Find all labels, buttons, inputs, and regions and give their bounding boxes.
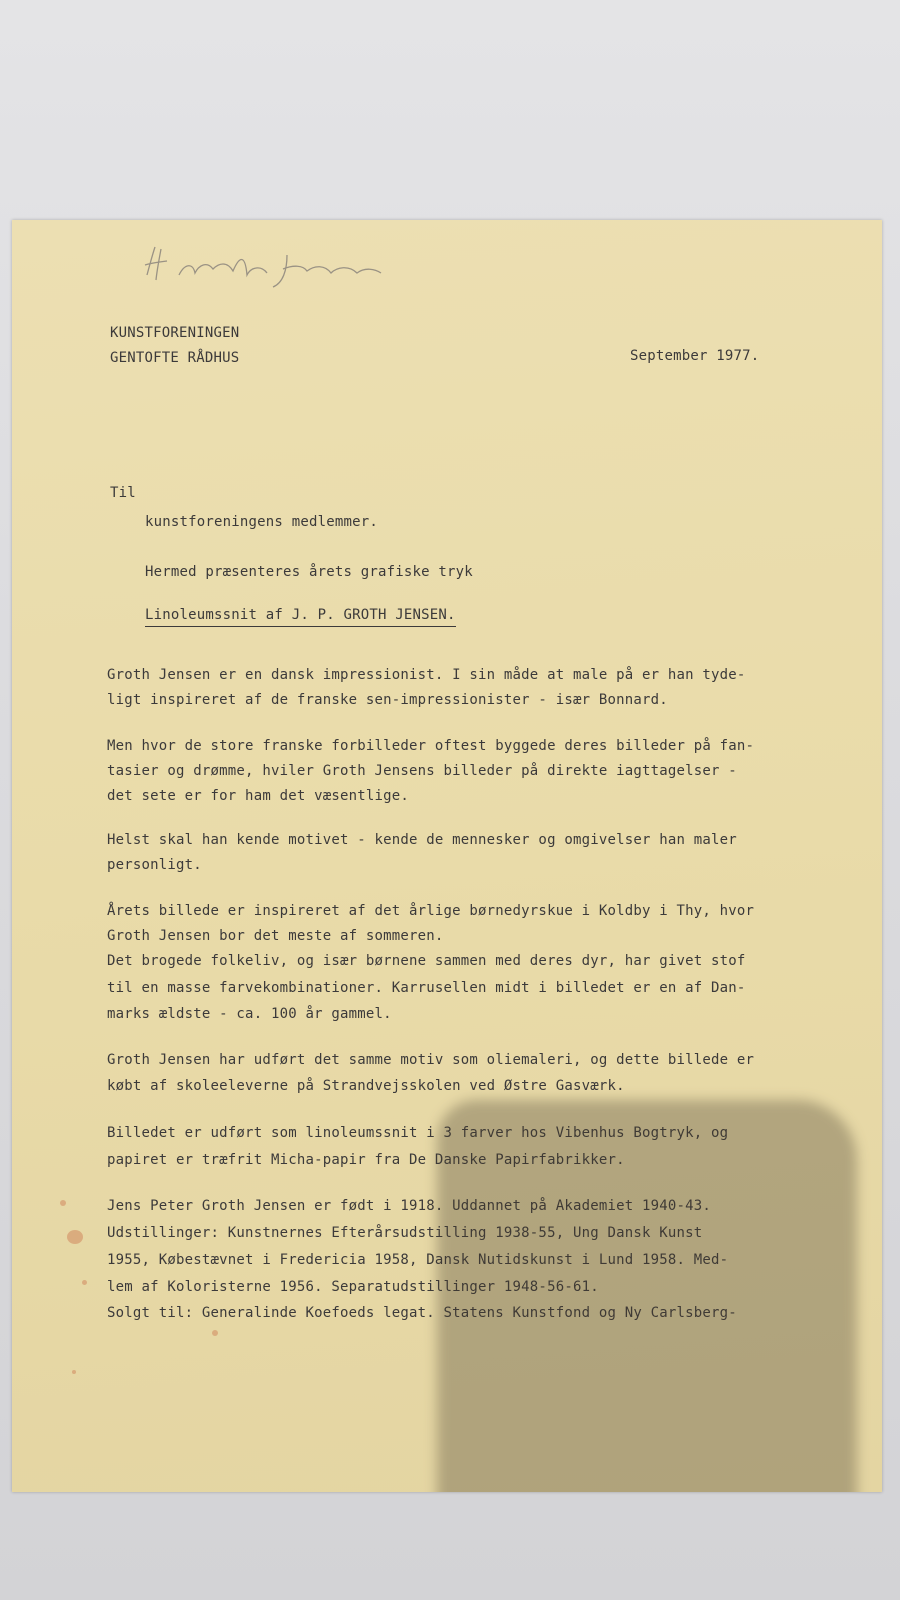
body-line: ligt inspireret af de franske sen-impressionister - især Bonnard. — [107, 692, 668, 708]
body-line: Udstillinger: Kunstnernes Efterårsudstilling 1938-55, Ung Dansk Kunst — [107, 1225, 703, 1241]
body-line: tasier og drømme, hviler Groth Jensens billeder på direkte iagttagelser - — [107, 763, 737, 779]
body-line: Groth Jensen er en dansk impressionist. I sin måde at male på er han tyde- — [107, 667, 746, 683]
body-line: papiret er træfrit Micha-papir fra De Danske Papirfabrikker. — [107, 1152, 625, 1168]
org-name-line1: KUNSTFORENINGEN — [110, 325, 240, 341]
intro-line: Hermed præsenteres årets grafiske tryk — [145, 564, 473, 580]
body-line: Årets billede er inspireret af det årlige børnedyrskue i Koldby i Thy, hvor — [107, 903, 755, 919]
print-title: Linoleumssnit af J. P. GROTH JENSEN. — [145, 607, 456, 627]
org-name-line2: GENTOFTE RÅDHUS — [110, 350, 240, 366]
body-line: Jens Peter Groth Jensen er født i 1918. Uddannet på Akademiet 1940-43. — [107, 1198, 712, 1214]
body-line: købt af skoleeleverne på Strandvejsskolen ved Østre Gasværk. — [107, 1078, 625, 1094]
body-line: Men hvor de store franske forbilleder oftest byggede deres billeder på fan- — [107, 738, 755, 754]
stain-spot — [72, 1370, 76, 1374]
body-line: Groth Jensen bor det meste af sommeren. — [107, 928, 444, 944]
body-line: Det brogede folkeliv, og især børnene sammen med deres dyr, har givet stof — [107, 953, 746, 969]
body-line: Billedet er udført som linoleumssnit i 3 farver hos Vibenhus Bogtryk, og — [107, 1125, 729, 1141]
show-through-text — [126, 387, 829, 693]
recipients: kunstforeningens medlemmer. — [145, 514, 378, 530]
stain-spot — [212, 1330, 218, 1336]
handwritten-signature — [137, 235, 397, 295]
body-line: marks ældste - ca. 100 år gammel. — [107, 1006, 392, 1022]
body-line: Helst skal han kende motivet - kende de mennesker og omgivelser han maler — [107, 832, 737, 848]
letter-date: September 1977. — [630, 348, 760, 364]
body-line: personligt. — [107, 857, 202, 873]
body-line: Solgt til: Generalinde Koefoeds legat. Statens Kunstfond og Ny Carlsberg- — [107, 1305, 737, 1321]
stain-spot — [67, 1230, 83, 1244]
body-line: Groth Jensen har udført det samme motiv som oliemaleri, og dette billede er — [107, 1052, 755, 1068]
stain-spot — [82, 1280, 87, 1285]
body-line: til en masse farvekombinationer. Karrusellen midt i billedet er en af Dan- — [107, 980, 746, 996]
letter-page — [12, 220, 882, 1492]
camera-shadow — [437, 1100, 857, 1492]
body-line: lem af Koloristerne 1956. Separatudstillinger 1948-56-61. — [107, 1279, 599, 1295]
greeting-to: Til — [110, 485, 136, 501]
body-line: 1955, Købestævnet i Fredericia 1958, Dansk Nutidskunst i Lund 1958. Med- — [107, 1252, 729, 1268]
body-line: det sete er for ham det væsentlige. — [107, 788, 410, 804]
stain-spot — [60, 1200, 66, 1206]
